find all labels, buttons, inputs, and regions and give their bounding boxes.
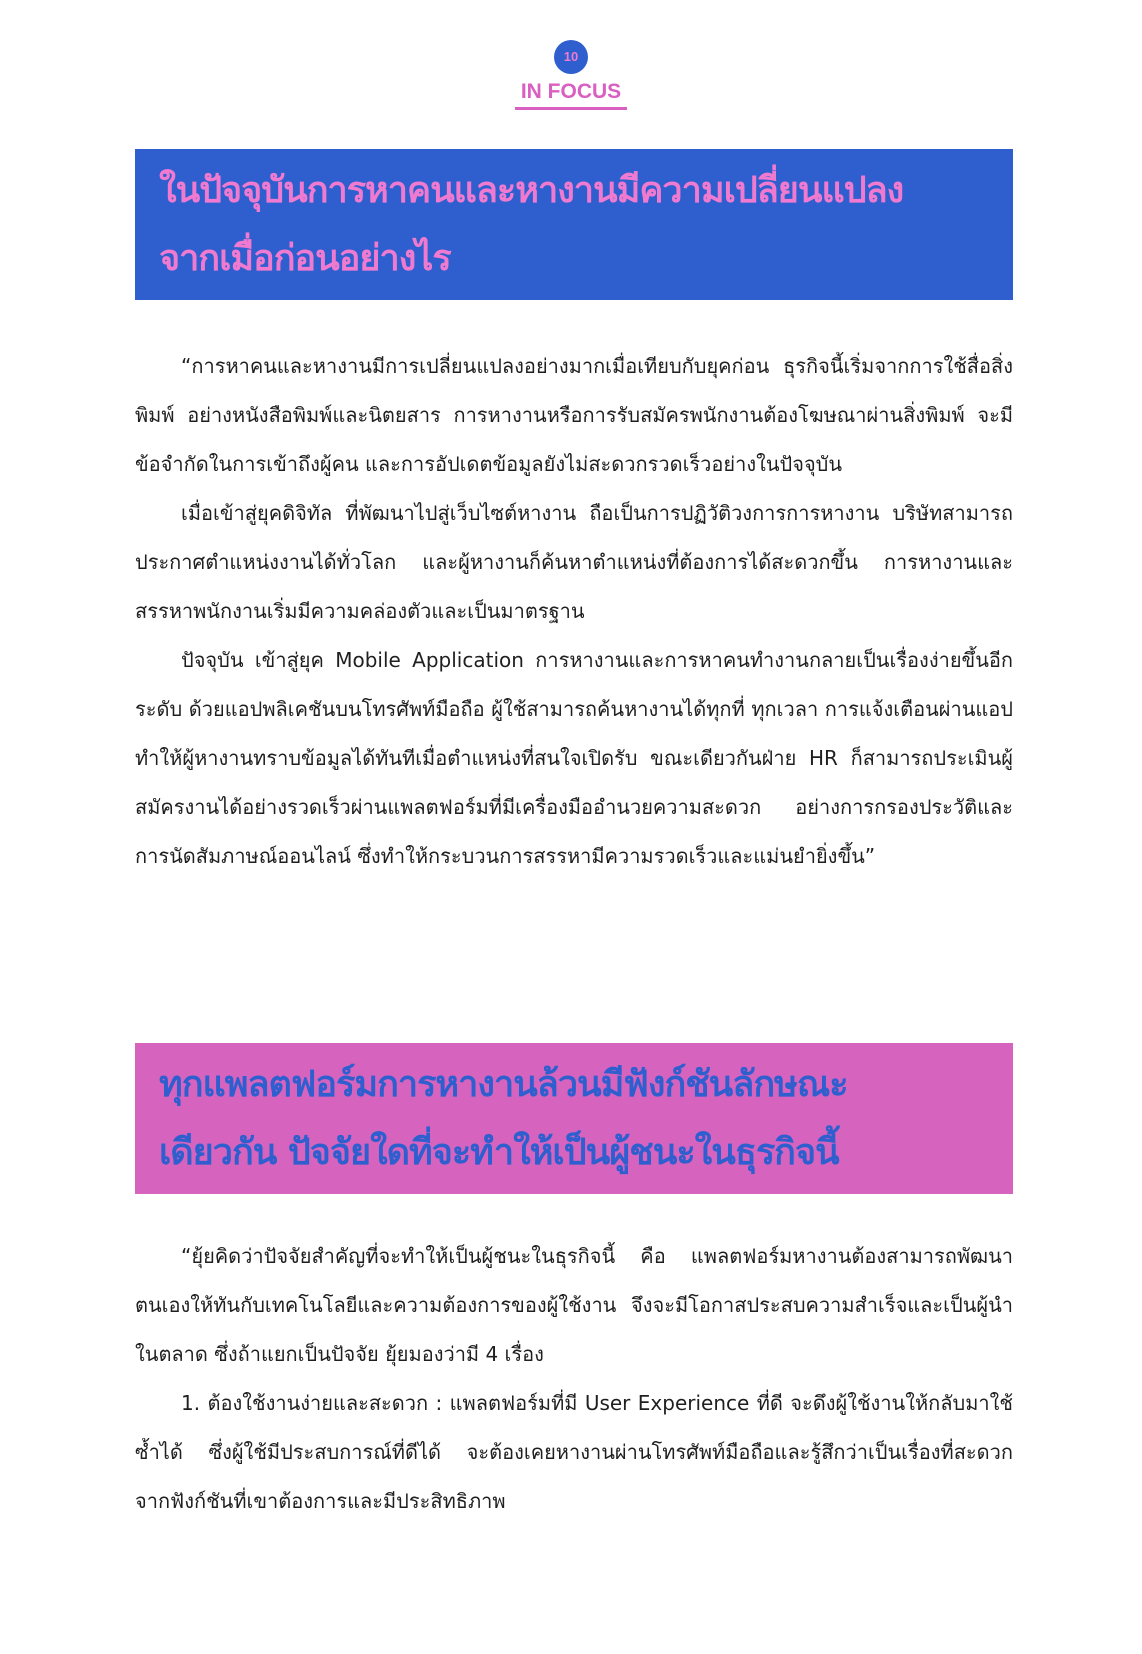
section-2-title-line-1: ทุกแพลตฟอร์มการหางานล้วนมีฟังก์ชันลักษณะ <box>159 1063 848 1105</box>
section-1-title-line-2: จากเมื่อก่อนอย่างไร <box>159 237 451 279</box>
section-1-body <box>135 342 1013 881</box>
page-header <box>0 40 1142 110</box>
section-2-title <box>159 1051 848 1187</box>
section-2-title-line-2: เดียวกัน ปัจจัยใดที่จะทำให้เป็นผู้ชนะในธุรกิจนี้ <box>159 1131 839 1173</box>
section-1-paragraph-2: เมื่อเข้าสู่ยุคดิจิทัล ที่พัฒนาไปสู่เว็บไซต์หางาน ถือเป็นการปฏิวัติวงการการหางาน บริษัทสามารถประกาศตำแหน่งงานได้ทั่วโลก และผู้หางานก็ค้นหาตำแหน่งที่ต้องการได้สะดวกขึ้น การหางานและสรรหาพนักงานเริ่มมีความคล่องตัวและเป็นมาตรฐาน <box>135 501 1013 623</box>
section-1-title-line-1: ในปัจจุบันการหาคนและหางานมีความเปลี่ยนแปลง <box>159 169 904 211</box>
section-1-paragraph-1: “การหาคนและหางานมีการเปลี่ยนแปลงอย่างมากเมื่อเทียบกับยุคก่อน ธุรกิจนี้เริ่มจากการใช้สื่อสิ่งพิมพ์ อย่างหนังสือพิมพ์และนิตยสาร การหางานหรือการรับสมัครพนักงานต้องโฆษณาผ่านสิ่งพิมพ์ จะมีข้อจำกัดในการเข้าถึงผู้คน และการอัปเดตข้อมูลยังไม่สะดวกรวดเร็วอย่างในปัจจุบัน <box>135 354 1013 476</box>
section-1-banner <box>135 149 1013 300</box>
section-tag: IN FOCUS <box>515 80 627 110</box>
section-2-banner <box>135 1043 1013 1194</box>
section-2-body <box>135 1232 1013 1526</box>
section-1-title <box>159 157 903 293</box>
section-2-paragraph-1: “ยุ้ยคิดว่าปัจจัยสำคัญที่จะทำให้เป็นผู้ชนะในธุรกิจนี้ คือ แพลตฟอร์มหางานต้องสามารถพัฒนาตนเองให้ทันกับเทคโนโลยีและความต้องการของผู้ใช้งาน จึงจะมีโอกาสประสบความสำเร็จและเป็นผู้นำในตลาด ซึ่งถ้าแยกเป็นปัจจัย ยุ้ยมองว่ามี 4 เรื่อง <box>135 1244 1013 1366</box>
section-1-paragraph-3: ปัจจุบัน เข้าสู่ยุค Mobile Application การหางานและการหาคนทำงานกลายเป็นเรื่องง่ายขึ้นอีกระดับ ด้วยแอปพลิเคชันบนโทรศัพท์มือถือ ผู้ใช้สามารถค้นหางานได้ทุกที่ ทุกเวลา การแจ้งเตือนผ่านแอปทำให้ผู้หางานทราบข้อมูลได้ทันทีเมื่อตำแหน่งที่สนใจเปิดรับ ขณะเดียวกันฝ่าย HR ก็สามารถประเมินผู้สมัครงานได้อย่างรวดเร็วผ่านแพลตฟอร์มที่มีเครื่องมืออำนวยความสะดวก อย่างการกรองประวัติและการนัดสัมภาษณ์ออนไลน์ ซึ่งทำให้กระบวนการสรรหามีความรวดเร็วและแม่นยำยิ่งขึ้น” <box>135 648 1013 868</box>
section-2-paragraph-2: 1. ต้องใช้งานง่ายและสะดวก : แพลตฟอร์มที่มี User Experience ที่ดี จะดึงผู้ใช้งานให้กลับมาใช้ซ้ำได้ ซึ่งผู้ใช้มีประสบการณ์ที่ดีได้ จะต้องเคยหางานผ่านโทรศัพท์มือถือและรู้สึกว่าเป็นเรื่องที่สะดวก จากฟังก์ชันที่เขาต้องการและมีประสิทธิภาพ <box>135 1391 1013 1513</box>
page-number-badge: 10 <box>554 40 588 74</box>
